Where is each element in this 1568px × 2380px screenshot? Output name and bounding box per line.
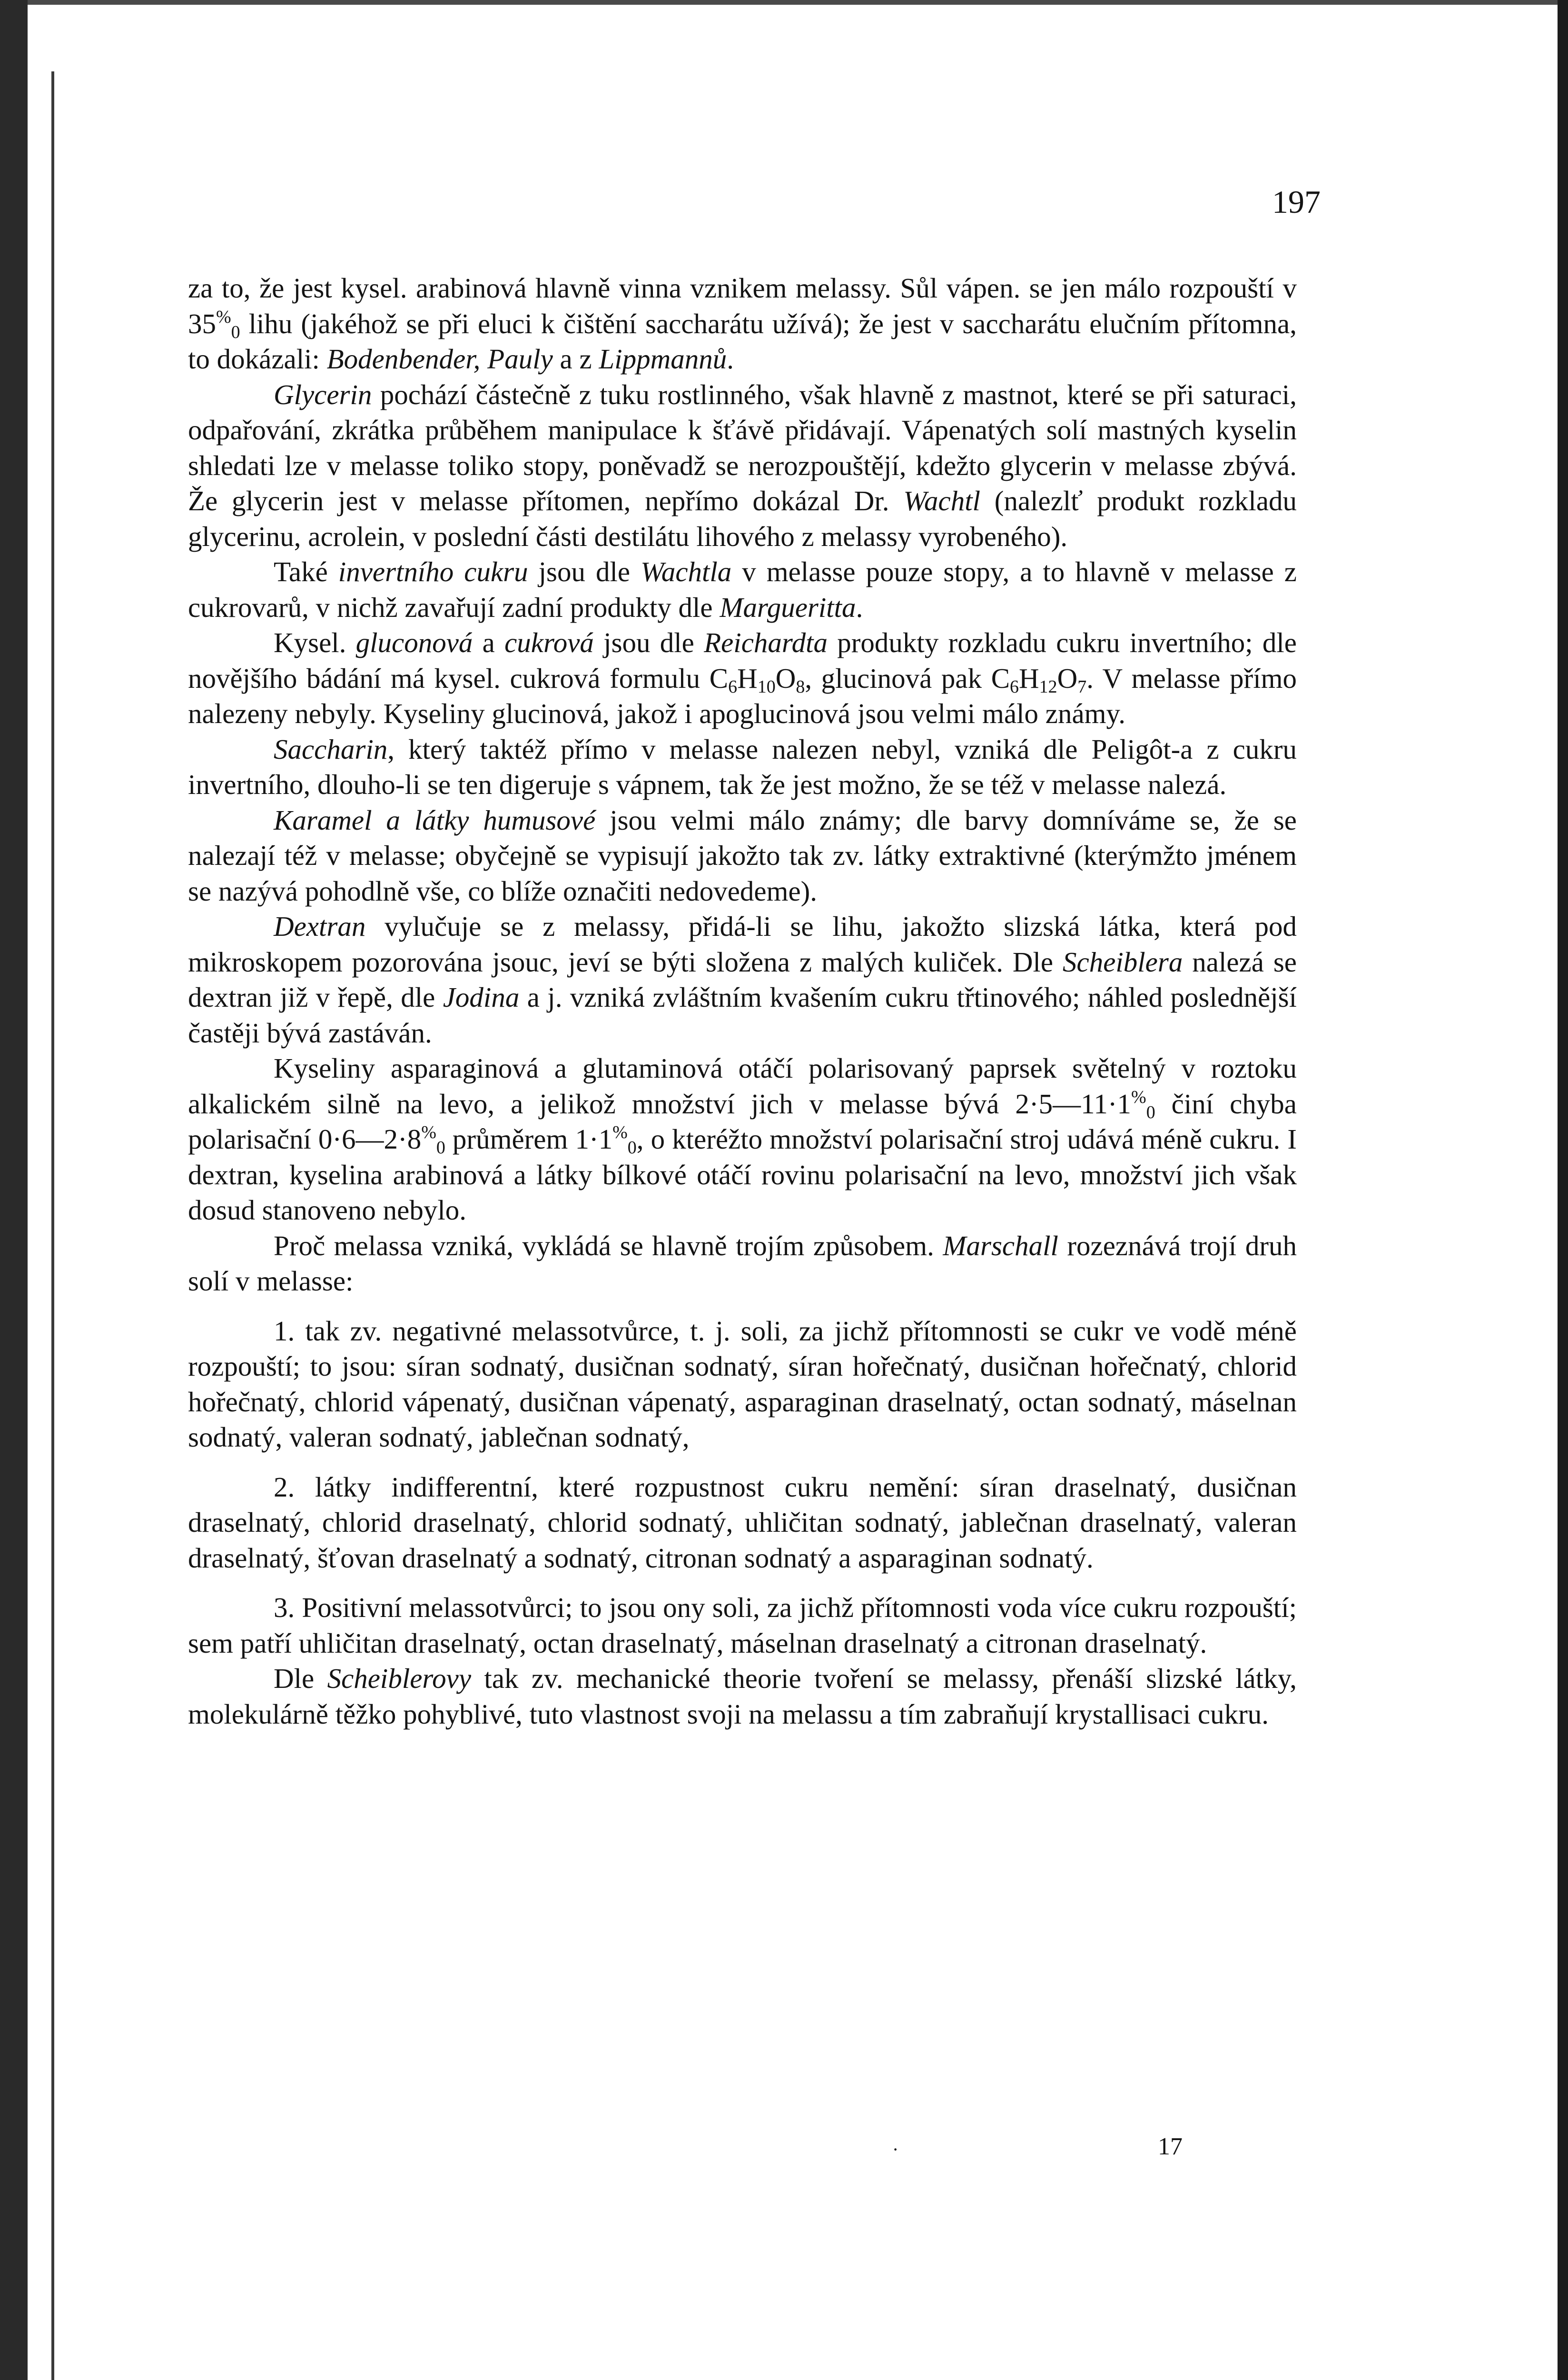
printer-dot: · <box>892 2139 899 2160</box>
paragraph-invert-sugar: Také invertního cukru jsou dle Wachtla v melasse pouze stopy, a to hlavně v melasse z cukrovarů, v nichž zavařují zadní produkty dle Margueritta. <box>188 556 1297 623</box>
page-number: 197 <box>1272 184 1321 220</box>
paragraph-caramel: Karamel a látky humusové jsou velmi málo známy; dle barvy domníváme se, že se nalezají též v melasse; obyčejně se vypisují jakožto tak zv. látky extraktivné (kterýmžto jménem se nazývá pohodlně vše, co blíže označiti nedovedeme). <box>188 804 1297 907</box>
list-item-negative: 1. tak zv. negativné melassotvůrce, t. j. soli, za jichž přítomnosti se cukr ve vodě méně rozpouští; to jsou: síran sodnatý, dusičnan sodnatý, síran hořečnatý, dusičnan hořečnatý, chlorid hořečnatý, chlorid vápenatý, dusičnan vápenatý, asparaginan draselnatý, octan sodnatý, máselnan sodnatý, valeran sodnatý, jablečnan sodnatý, <box>188 1315 1297 1453</box>
paragraph-dextran: Dextran vylučuje se z melassy, přidá-li se lihu, jakožto slizská látka, která pod mikroskopem pozorována jsouc, jeví se býti složena z malých kuliček. Dle Scheiblera nalezá se dextran již v řepě, dle Jodina a j. vzniká zvláštním kvašením cukru třtinového; náhled poslednější častěji bývá zastáván. <box>188 911 1297 1049</box>
page-margin-line <box>51 71 54 2380</box>
paragraph-arabinic-acid: za to, že jest kysel. arabinová hlavně vinna vznikem melassy. Sůl vápen. se jen málo rozpouští v $35^{\%}_0$ lihu (jakéhož se při eluci k čištění saccharátu užívá); že jest v saccharátu elučním přítomna, to dokázali: Bodenbender, Pauly a z Lippmannů. <box>188 272 1297 375</box>
paragraph-glycerin: Glycerin pochází částečně z tuku rostlinného, však hlavně z mastnot, které se při saturaci, odpařování, zkrátka průběhem manipulace k šťávě přidávají. Vápenatých solí mastných kyselin shledati lze v melasse toliko stopy, poněvadž se nerozpouštějí, kdežto glycerin v melasse zbývá. Že glycerin jest v melasse přítomen, nepřímo dokázal Dr. Wachtl (nalezlť produkt rozkladu glycerinu, acrolein, v poslední části destilátu lihového z melassy vyrobeného). <box>188 378 1297 552</box>
paragraph-melassa-origin: Proč melassa vzniká, vykládá se hlavně trojím způsobem. Marschall rozeznává trojí druh solí v melasse: <box>188 1230 1297 1297</box>
paragraph-gluconic-acid: Kysel. gluconová a cukrová jsou dle Reichardta produkty rozkladu cukru invertního; dle novějšího bádání má kysel. cukrová formulu $C_6H_{10}O_8$, glucinová pak $C_6H_{12}O_7$. V melasse přímo nalezeny nebyly. Kyseliny glucinová, jakož i apoglucinová jsou velmi málo známy. <box>188 627 1297 729</box>
paragraph-asparagine: Kyseliny asparaginová a glutaminová otáčí polarisovaný paprsek světelný v roztoku alkalickém silně na levo, a jelikož množství jich v melasse bývá $2\cdot 5—11\cdot 1^{\%}_0$ činí chyba polarisační $0\cdot 6—2\cdot 8^{\%}_0$ průměrem $1\cdot 1^{\%}_0$, o kteréžto množství polarisační stroj udává méně cukru. I dextran, kyselina arabinová a látky bílkové otáčí rovinu polarisační na levo, množství jich však dosud stanoveno nebylo. <box>188 1052 1297 1226</box>
signature-mark: 17 <box>1158 2133 1183 2160</box>
list-item-indifferent: 2. látky indifferentní, které rozpustnost cukru nemění: síran draselnatý, dusičnan draselnatý, chlorid draselnatý, chlorid sodnatý, uhličitan sodnatý, jablečnan draselnatý, valeran draselnatý, šťovan draselnatý a sodnatý, citronan sodnatý a asparaginan sodnatý. <box>188 1471 1297 1574</box>
page-right-edge <box>1558 0 1568 2380</box>
page-top-edge <box>28 0 1558 5</box>
body-text <box>188 270 1297 1732</box>
paragraph-scheibler-theory: Dle Scheiblerovy tak zv. mechanické theorie tvoření se melassy, přenáší slizské látky, molekulárně těžko pohyblivé, tuto vlastnost svoji na melassu a tím zabraňují krystallisaci cukru. <box>188 1663 1297 1730</box>
page-binding-edge <box>0 0 28 2380</box>
paragraph-saccharin: Saccharin, který taktéž přímo v melasse nalezen nebyl, vzniká dle Peligôt-a z cukru invertního, dlouho-li se ten digeruje s vápnem, tak že jest možno, že se též v melasse nalezá. <box>188 733 1297 800</box>
list-item-positive: 3. Positivní melassotvůrci; to jsou ony soli, za jichž přítomnosti voda více cukru rozpouští; sem patří uhličitan draselnatý, octan draselnatý, máselnan draselnatý a citronan draselnatý. <box>188 1592 1297 1659</box>
